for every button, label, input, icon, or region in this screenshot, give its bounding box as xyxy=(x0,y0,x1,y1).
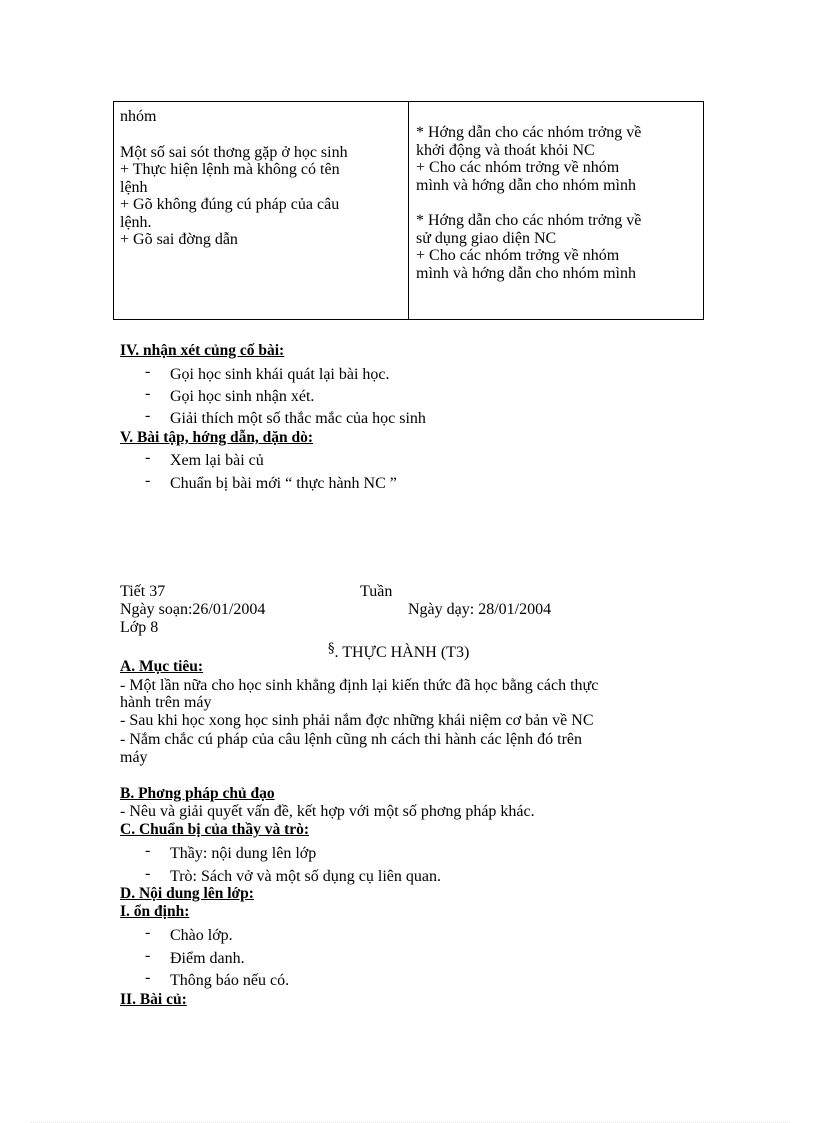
teaching-date: Ngày dạy: 28/01/2004 xyxy=(408,601,552,618)
table-left-line: lệnh. xyxy=(120,213,152,231)
bullet-mark: - xyxy=(145,842,151,859)
bullet-mark: - xyxy=(145,407,151,424)
section-a-heading: A. Mục tiêu: xyxy=(120,658,204,675)
section-v-heading: V. Bài tập, hớng dẫn, dặn dò: xyxy=(120,429,314,446)
table-right-line: * Hớng dẫn cho các nhóm trởng về xyxy=(416,212,642,229)
class-grade: Lớp 8 xyxy=(120,619,159,636)
section-a-line: - Sau khi học xong học sinh phải nắm đợc những khái niệm cơ bản về NC xyxy=(120,712,594,729)
bullet-mark: - xyxy=(145,449,151,466)
table-right-cell xyxy=(416,124,701,282)
bullet-text: Thầy: nội dung lên lớp xyxy=(170,845,317,862)
section-a-line: hành trên máy xyxy=(120,694,212,711)
table-right-line: khởi động và thoát khỏi NC xyxy=(416,141,595,159)
table-right-line: * Hớng dẫn cho các nhóm trởng về xyxy=(416,124,642,141)
table-left-line: lệnh xyxy=(120,178,148,196)
section-ii-heading: II. Bài củ: xyxy=(120,991,187,1008)
section-symbol: § xyxy=(328,641,335,656)
bullet-text: Chào lớp. xyxy=(170,927,233,944)
activity-table xyxy=(113,101,704,320)
bullet-mark: - xyxy=(145,363,151,380)
section-d-subheading: I. ổn định: xyxy=(120,903,190,920)
preparation-date: Ngày soạn:26/01/2004 xyxy=(120,601,266,618)
section-a-line: - Một lần nữa cho học sinh khẳng định lại kiến thức đã học bằng cách thực xyxy=(120,677,599,694)
table-right-line: + Cho các nhóm trởng về nhóm xyxy=(416,159,620,176)
bullet-mark: - xyxy=(145,924,151,941)
bullet-mark: - xyxy=(145,472,151,489)
bullet-mark: - xyxy=(145,865,151,882)
table-right-line: + Cho các nhóm trởng về nhóm xyxy=(416,247,620,264)
table-right-gap xyxy=(416,194,701,212)
bullet-text: Gọi học sinh khái quát lại bài học. xyxy=(170,366,390,383)
lesson-title-text: . THỰC HÀNH (T3) xyxy=(334,644,470,661)
bullet-text: Thông báo nếu có. xyxy=(170,972,290,989)
table-left-line: Một số sai sót thơng gặp ở học sinh xyxy=(120,143,348,161)
table-left-cell xyxy=(120,108,402,249)
section-d-heading: D. Nội dung lên lớp: xyxy=(120,885,254,902)
table-left-line: + Gõ sai đờng dẫn xyxy=(120,231,238,248)
table-left-gap xyxy=(120,126,402,144)
bullet-text: Gọi học sinh nhận xét. xyxy=(170,388,315,405)
section-c-heading: C. Chuẩn bị của thầy và trò: xyxy=(120,821,310,838)
section-iv-heading: IV. nhận xét củng cố bài: xyxy=(120,342,285,359)
bullet-text: Điểm danh. xyxy=(170,950,245,967)
table-left-line: nhóm xyxy=(120,108,157,125)
bullet-text: Xem lại bài củ xyxy=(170,452,264,469)
section-a-line: - Nắm chắc cú pháp của câu lệnh cũng nh cách thi hành các lệnh đó trên xyxy=(120,731,583,748)
table-left-line: + Thực hiện lệnh mà không có tên xyxy=(120,161,340,178)
bullet-text: Giải thích một số thắc mắc của học sinh xyxy=(170,410,426,427)
lesson-week: Tuần xyxy=(360,583,393,600)
table-right-line: mình và hớng dẫn cho nhóm mình xyxy=(416,264,636,282)
table-right-line: mình và hớng dẫn cho nhóm mình xyxy=(416,176,636,194)
section-b-line: - Nêu và giải quyết vấn đề, kết hợp với một số phơng pháp khác. xyxy=(120,803,535,820)
bullet-mark: - xyxy=(145,969,151,986)
table-right-line: sử dụng giao diện NC xyxy=(416,229,557,247)
section-a-line: máy xyxy=(120,749,148,766)
table-left-line: + Gõ không đúng cú pháp của câu xyxy=(120,196,340,213)
bullet-mark: - xyxy=(145,385,151,402)
bullet-mark: - xyxy=(145,947,151,964)
bullet-text: Chuẩn bị bài mới “ thực hành NC ” xyxy=(170,475,397,492)
bullet-text: Trò: Sách vở và một số dụng cụ liên quan. xyxy=(170,868,441,885)
table-column-divider xyxy=(408,102,409,319)
section-b-heading: B. Phơng pháp chủ đạo xyxy=(120,785,275,802)
lesson-title xyxy=(328,640,469,662)
lesson-period: Tiết 37 xyxy=(120,583,166,600)
